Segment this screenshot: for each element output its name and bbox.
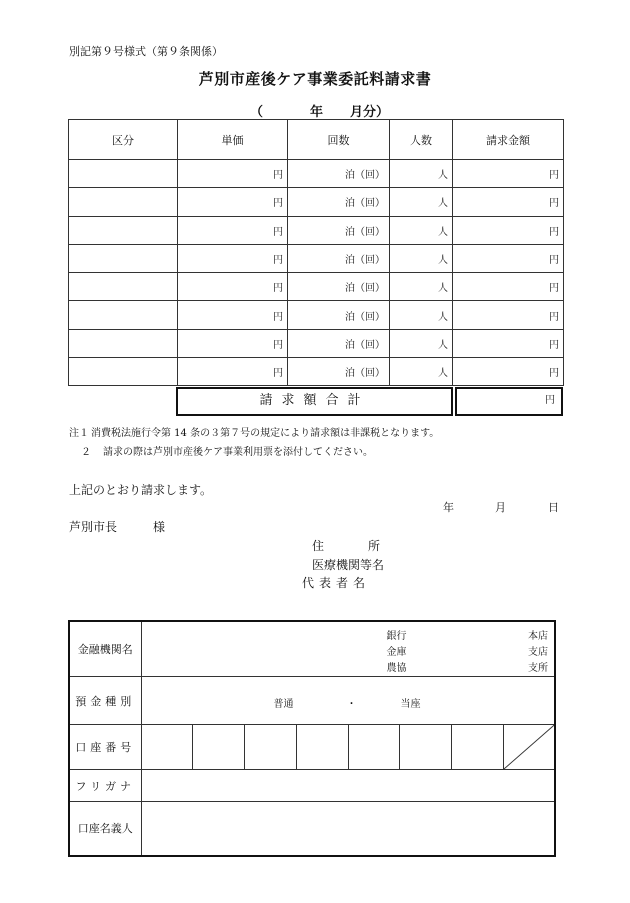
amount-cell[interactable] [453,301,564,329]
header-people: 人数 [390,120,453,160]
table-row [69,301,564,329]
unit-price-cell[interactable] [178,301,288,329]
branch-type-head-office: 本店 [528,631,548,642]
table-row [69,160,564,188]
amount-cell[interactable] [453,188,564,216]
strike-diagonal [504,725,554,769]
people-unit: 人 [438,311,448,323]
account-digit-5[interactable] [348,725,400,770]
amount-unit: 円 [549,226,559,238]
unit-price-unit: 円 [273,198,283,210]
count-cell[interactable] [288,188,390,216]
amount-cell[interactable] [453,329,564,357]
deposit-ordinary-option[interactable]: 普通 [273,698,294,710]
amount-unit: 円 [549,198,559,210]
deposit-type-row [69,677,555,725]
unit-price-cell[interactable] [178,160,288,188]
people-unit: 人 [438,198,448,210]
deposit-current-option[interactable]: 当座 [400,698,421,710]
count-unit: 泊（回） [345,170,385,182]
count-unit: 泊（回） [345,226,385,238]
bank-institution-row [69,621,555,677]
count-unit: 泊（回） [345,283,385,295]
count-unit: 泊（回） [345,368,385,380]
unit-price-cell[interactable] [178,358,288,386]
note-1 [69,424,439,439]
unit-price-cell[interactable] [178,244,288,272]
account-holder-row [69,802,555,856]
note-1-text: 消費税法施行令第 14 条の３第７号の規定により請求額は非課税となります。 [91,428,440,439]
deposit-separator: ・ [346,698,357,710]
unit-price-unit: 円 [273,170,283,182]
count-unit: 泊（回） [345,339,385,351]
people-unit: 人 [438,368,448,380]
count-cell[interactable] [288,301,390,329]
invoice-table [68,119,564,386]
unit-price-unit: 円 [273,311,283,323]
period-year-label: 年 [310,105,324,120]
people-cell[interactable] [390,358,453,386]
addressee-name: 芦別市長 [69,520,118,534]
address-label-a: 住 [312,539,327,553]
note-2-number: ２ [81,447,91,458]
bank-type-bank: 銀行 [386,631,407,642]
account-digit-4[interactable] [296,725,348,770]
account-digit-1[interactable] [141,725,193,770]
unit-price-unit: 円 [273,368,283,380]
people-unit: 人 [438,255,448,267]
count-cell[interactable] [288,216,390,244]
count-unit: 泊（回） [345,198,385,210]
unit-price-unit: 円 [273,255,283,267]
table-row [69,358,564,386]
account-holder-field[interactable] [141,802,555,856]
deposit-type-field[interactable] [141,677,555,725]
people-unit: 人 [438,339,448,351]
category-cell[interactable] [69,273,178,301]
account-digit-7[interactable] [452,725,504,770]
bank-institution-label: 金融機関名 [69,621,141,677]
count-unit: 泊（回） [345,311,385,323]
account-holder-label: 口座名義人 [69,802,141,856]
amount-cell[interactable] [453,244,564,272]
amount-cell[interactable] [453,216,564,244]
header-unit-price: 単価 [178,120,288,160]
unit-price-cell[interactable] [178,273,288,301]
category-cell[interactable] [69,160,178,188]
table-row [69,273,564,301]
category-cell[interactable] [69,244,178,272]
bank-type-shinkin: 金庫 [386,647,407,658]
table-row [69,244,564,272]
people-cell[interactable] [390,301,453,329]
branch-type-sub-branch: 支所 [528,663,548,674]
unit-price-cell[interactable] [178,188,288,216]
note-2 [69,443,373,458]
people-cell[interactable] [390,188,453,216]
amount-unit: 円 [549,311,559,323]
header-amount: 請求金額 [453,120,564,160]
table-row [69,188,564,216]
people-cell[interactable] [390,329,453,357]
unit-price-cell[interactable] [178,216,288,244]
total-unit: 円 [545,395,555,406]
table-row [69,216,564,244]
category-cell[interactable] [69,188,178,216]
total-amount-field[interactable] [455,387,563,416]
count-cell[interactable] [288,358,390,386]
unit-price-unit: 円 [273,339,283,351]
date-year-label: 年 [443,501,454,514]
header-count: 回数 [288,120,390,160]
amount-unit: 円 [549,339,559,351]
note-1-number: 注１ [69,428,89,439]
amount-unit: 円 [549,283,559,295]
account-number-row [69,725,555,770]
furigana-label: フリガナ [69,770,141,802]
people-cell[interactable] [390,273,453,301]
category-cell[interactable] [69,329,178,357]
people-unit: 人 [438,283,448,295]
form-label: 別記第９号様式（第９条関係） [69,45,223,58]
amount-cell[interactable] [453,273,564,301]
unit-price-unit: 円 [273,226,283,238]
date-month-label: 月 [495,501,506,514]
category-cell[interactable] [69,216,178,244]
amount-unit: 円 [549,368,559,380]
claimant-institution-label: 医療機関等名 [312,558,385,572]
claimant-representative-label: 代表者名 [302,576,371,590]
category-cell[interactable] [69,358,178,386]
unit-price-cell[interactable] [178,329,288,357]
date-day-label: 日 [548,501,559,514]
count-cell[interactable] [288,273,390,301]
account-digit-unused [503,725,555,770]
people-cell[interactable] [390,244,453,272]
addressee [69,518,166,535]
period-month-label: 月分） [350,105,390,120]
branch-type-branch: 支店 [528,647,548,658]
bank-account-table [68,620,556,857]
table-row [69,329,564,357]
count-cell[interactable] [288,244,390,272]
people-unit: 人 [438,226,448,238]
people-cell[interactable] [390,160,453,188]
bank-institution-field[interactable] [141,621,555,677]
deposit-type-label: 預金種別 [69,677,141,725]
note-2-text: 請求の際は芦別市産後ケア事業利用票を添付してください。 [103,447,373,458]
account-digit-2[interactable] [193,725,245,770]
total-row [176,387,563,416]
table-header-row [69,120,564,160]
bank-type-nokyo: 農協 [386,663,407,674]
amount-unit: 円 [549,170,559,182]
unit-price-unit: 円 [273,283,283,295]
account-digit-6[interactable] [400,725,452,770]
addressee-honorific: 様 [153,520,166,534]
furigana-field[interactable] [141,770,555,802]
total-label: 請求額合計 [176,387,453,416]
amount-cell[interactable] [453,358,564,386]
address-label-b: 所 [368,539,383,553]
count-cell[interactable] [288,160,390,188]
count-unit: 泊（回） [345,255,385,267]
document-title: 芦別市産後ケア事業委託料請求書 [198,70,432,88]
amount-unit: 円 [549,255,559,267]
request-statement: 上記のとおり請求します。 [69,483,213,497]
account-number-label: 口座番号 [69,725,141,770]
header-category: 区分 [69,120,178,160]
furigana-row [69,770,555,802]
count-cell[interactable] [288,329,390,357]
people-cell[interactable] [390,216,453,244]
category-cell[interactable] [69,301,178,329]
amount-cell[interactable] [453,160,564,188]
account-digit-3[interactable] [245,725,297,770]
people-unit: 人 [438,170,448,182]
period-open-paren: （ [250,105,264,120]
